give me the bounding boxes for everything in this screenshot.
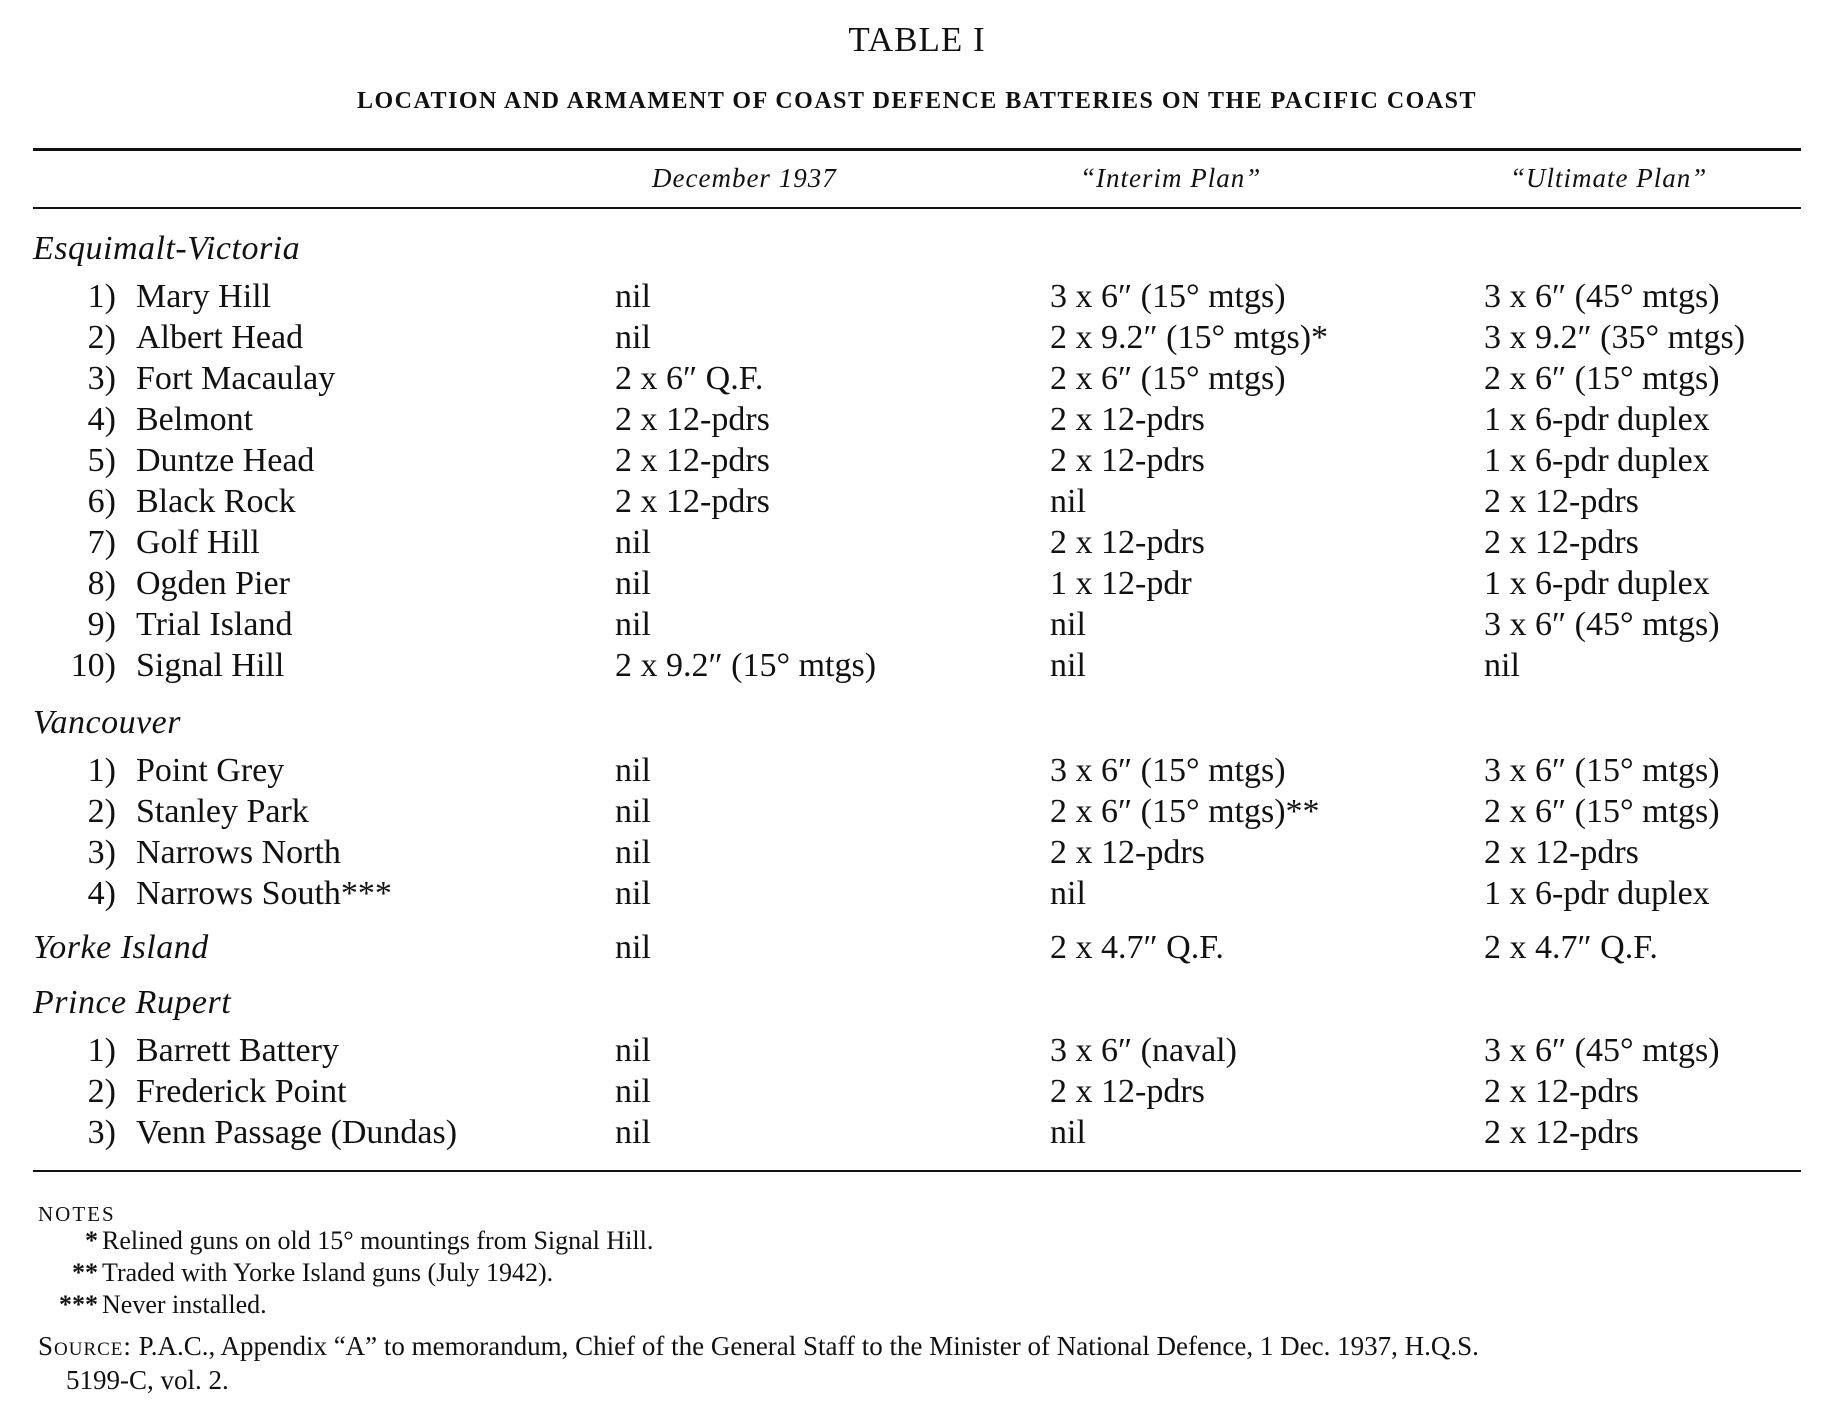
interim-plan-cell: 2 x 9.2″ (15° mtgs)* (1050, 319, 1329, 356)
note-mark: *** (59, 1290, 98, 1319)
row-number: 10) (70, 647, 116, 684)
battery-name: Stanley Park (136, 793, 309, 830)
ultimate-plan-cell: 2 x 12-pdrs (1484, 1114, 1639, 1151)
interim-plan-cell: 2 x 4.7″ Q.F. (1050, 929, 1224, 966)
row-number: 1) (87, 278, 116, 315)
interim-plan-cell: 2 x 12-pdrs (1050, 834, 1205, 871)
group-name: Esquimalt-Victoria (33, 230, 301, 267)
table-row (0, 833, 1834, 873)
row-number: 8) (87, 565, 116, 602)
ultimate-plan-cell: 2 x 6″ (15° mtgs) (1484, 793, 1720, 830)
top-rule (33, 148, 1801, 151)
source-label: Source: (38, 1331, 132, 1361)
row-number: 4) (87, 401, 116, 438)
note-text: Relined guns on old 15° mountings from Signal Hill. (102, 1226, 654, 1255)
ultimate-plan-cell: 2 x 12-pdrs (1484, 483, 1639, 520)
ultimate-plan-cell: 3 x 6″ (45° mtgs) (1484, 606, 1720, 643)
table-title: TABLE I (848, 20, 986, 59)
row-number: 3) (87, 834, 116, 871)
battery-name: Trial Island (136, 606, 293, 643)
battery-name: Fort Macaulay (136, 360, 336, 397)
row-number: 6) (87, 483, 116, 520)
ultimate-plan-cell: 2 x 4.7″ Q.F. (1484, 929, 1658, 966)
december-1937-cell: nil (615, 606, 651, 643)
battery-name: Narrows South*** (136, 875, 392, 912)
battery-name: Ogden Pier (136, 565, 290, 602)
note-text: Traded with Yorke Island guns (July 1942). (102, 1258, 554, 1287)
december-1937-cell: 2 x 6″ Q.F. (615, 360, 764, 397)
note-text: Never installed. (102, 1290, 267, 1319)
table-row (0, 400, 1834, 440)
table-row (0, 1031, 1834, 1071)
table-row (0, 564, 1834, 604)
december-1937-cell: 2 x 12-pdrs (615, 401, 770, 438)
group-name: Vancouver (33, 704, 182, 741)
table-row (0, 277, 1834, 317)
interim-plan-cell: nil (1050, 647, 1086, 684)
table-row (0, 605, 1834, 645)
ultimate-plan-cell: 3 x 9.2″ (35° mtgs) (1484, 319, 1746, 356)
battery-name: Venn Passage (Dundas) (136, 1114, 458, 1151)
interim-plan-cell: 3 x 6″ (naval) (1050, 1032, 1237, 1069)
december-1937-cell: nil (615, 565, 651, 602)
group-heading-row (0, 229, 1834, 269)
ultimate-plan-cell: 2 x 6″ (15° mtgs) (1484, 360, 1720, 397)
row-number: 2) (87, 319, 116, 356)
ultimate-plan-cell: 2 x 12-pdrs (1484, 1073, 1639, 1110)
note-item (38, 1289, 267, 1321)
table-row (0, 751, 1834, 791)
source-line-1: P.A.C., Appendix “A” to memorandum, Chief of the General Staff to the Minister of National Defence, 1 Dec. 1937, H.Q.S. (138, 1331, 1479, 1361)
december-1937-cell: nil (615, 524, 651, 561)
column-header-december-1937: December 1937 (652, 163, 837, 193)
december-1937-cell: 2 x 12-pdrs (615, 442, 770, 479)
battery-name: Duntze Head (136, 442, 315, 479)
ultimate-plan-cell: 1 x 6-pdr duplex (1484, 401, 1710, 438)
ultimate-plan-cell: 2 x 12-pdrs (1484, 524, 1639, 561)
december-1937-cell: nil (615, 793, 651, 830)
row-number: 5) (87, 442, 116, 479)
battery-name: Frederick Point (136, 1073, 347, 1110)
interim-plan-cell: 2 x 6″ (15° mtgs) (1050, 360, 1286, 397)
interim-plan-cell: 3 x 6″ (15° mtgs) (1050, 278, 1286, 315)
battery-name: Barrett Battery (136, 1032, 339, 1069)
row-number: 2) (87, 793, 116, 830)
battery-name: Golf Hill (136, 524, 260, 561)
table-row (0, 318, 1834, 358)
bottom-rule (33, 1170, 1801, 1172)
group-name: Yorke Island (33, 929, 209, 966)
interim-plan-cell: 2 x 12-pdrs (1050, 401, 1205, 438)
note-item (38, 1257, 553, 1289)
row-number: 1) (87, 1032, 116, 1069)
interim-plan-cell: 1 x 12-pdr (1050, 565, 1192, 602)
battery-name: Black Rock (136, 483, 296, 520)
interim-plan-cell: nil (1050, 483, 1086, 520)
battery-name: Narrows North (136, 834, 341, 871)
column-header-ultimate-plan: “Ultimate Plan” (1510, 163, 1708, 193)
row-number: 3) (87, 1114, 116, 1151)
header-rule (33, 207, 1801, 209)
battery-name: Belmont (136, 401, 254, 438)
ultimate-plan-cell: 3 x 6″ (45° mtgs) (1484, 278, 1720, 315)
december-1937-cell: nil (615, 278, 651, 315)
battery-name: Point Grey (136, 752, 285, 789)
ultimate-plan-cell: nil (1484, 647, 1520, 684)
group-heading-row (0, 983, 1834, 1023)
table-row (0, 482, 1834, 522)
interim-plan-cell: 2 x 6″ (15° mtgs)** (1050, 793, 1320, 830)
interim-plan-cell: 2 x 12-pdrs (1050, 442, 1205, 479)
battery-name: Mary Hill (136, 278, 272, 315)
interim-plan-cell: nil (1050, 606, 1086, 643)
group-heading-row (0, 703, 1834, 743)
december-1937-cell: 2 x 9.2″ (15° mtgs) (615, 647, 877, 684)
battery-name: Signal Hill (136, 647, 285, 684)
note-mark: ** (72, 1258, 98, 1287)
row-number: 7) (87, 524, 116, 561)
group-heading-row (0, 928, 1834, 968)
december-1937-cell: nil (615, 1032, 651, 1069)
interim-plan-cell: nil (1050, 875, 1086, 912)
december-1937-cell: 2 x 12-pdrs (615, 483, 770, 520)
interim-plan-cell: 2 x 12-pdrs (1050, 524, 1205, 561)
december-1937-cell: nil (615, 319, 651, 356)
table-row (0, 1072, 1834, 1112)
group-name: Prince Rupert (33, 984, 232, 1021)
table-row (0, 441, 1834, 481)
table-row (0, 646, 1834, 686)
table-subtitle: LOCATION AND ARMAMENT OF COAST DEFENCE BATTERIES ON THE PACIFIC COAST (356, 88, 1478, 114)
ultimate-plan-cell: 3 x 6″ (15° mtgs) (1484, 752, 1720, 789)
row-number: 9) (87, 606, 116, 643)
battery-name: Albert Head (136, 319, 304, 356)
table-row (0, 523, 1834, 563)
note-item (38, 1225, 653, 1257)
table-row (0, 792, 1834, 832)
december-1937-cell: nil (615, 752, 651, 789)
december-1937-cell: nil (615, 1073, 651, 1110)
source-line-2: 5199-C, vol. 2. (66, 1365, 229, 1395)
ultimate-plan-cell: 1 x 6-pdr duplex (1484, 565, 1710, 602)
row-number: 4) (87, 875, 116, 912)
source-citation (38, 1329, 1818, 1397)
ultimate-plan-cell: 3 x 6″ (45° mtgs) (1484, 1032, 1720, 1069)
row-number: 3) (87, 360, 116, 397)
row-number: 1) (87, 752, 116, 789)
interim-plan-cell: nil (1050, 1114, 1086, 1151)
december-1937-cell: nil (615, 929, 651, 966)
december-1937-cell: nil (615, 834, 651, 871)
table-row (0, 359, 1834, 399)
notes-heading: NOTES (38, 1202, 116, 1226)
row-number: 2) (87, 1073, 116, 1110)
table-row (0, 874, 1834, 914)
interim-plan-cell: 2 x 12-pdrs (1050, 1073, 1205, 1110)
table-row (0, 1113, 1834, 1153)
december-1937-cell: nil (615, 1114, 651, 1151)
column-header-interim-plan: “Interim Plan” (1080, 163, 1262, 193)
ultimate-plan-cell: 2 x 12-pdrs (1484, 834, 1639, 871)
interim-plan-cell: 3 x 6″ (15° mtgs) (1050, 752, 1286, 789)
ultimate-plan-cell: 1 x 6-pdr duplex (1484, 875, 1710, 912)
december-1937-cell: nil (615, 875, 651, 912)
note-mark: * (85, 1226, 98, 1255)
ultimate-plan-cell: 1 x 6-pdr duplex (1484, 442, 1710, 479)
